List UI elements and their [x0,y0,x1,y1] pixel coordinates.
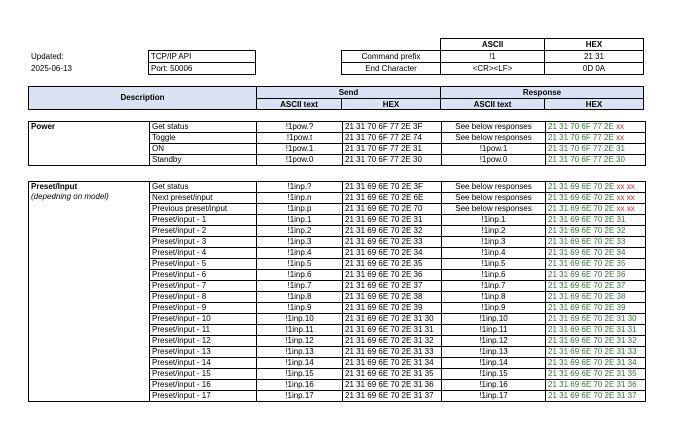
response-hex-cell [546,122,646,133]
response-hex: 21 31 69 6E 70 2E 33 [548,237,626,246]
prefix-label: Command prefix [341,50,441,63]
response-ascii: !1inp.13 [442,347,546,358]
response-ascii: See below responses [442,182,546,193]
response-hex: 21 31 70 6F 77 2E [548,122,614,131]
response-hex-cell [546,270,646,281]
response-hex: 21 31 69 6E 70 2E 31 37 [548,391,637,400]
send-hex: 21 31 70 6F 77 2E 31 [343,144,442,155]
end-ascii: <CR><LF> [440,62,545,75]
send-hex: 21 31 69 6E 70 2E 37 [343,281,442,292]
response-hex-cell [546,248,646,259]
prefix-ascii: !1 [440,50,545,63]
response-ascii: !1inp.9 [442,303,546,314]
col-ascii-header: ASCII [440,38,545,51]
response-hex: 21 31 69 6E 70 2E 37 [548,281,626,290]
row-description: Preset/input - 15 [150,369,257,380]
col-hex-header: HEX [544,38,644,51]
response-ascii: !1inp.6 [442,270,546,281]
response-hex: 21 31 69 6E 70 2E 31 31 [548,325,637,334]
send-hex: 21 31 69 6E 70 2E 31 37 [343,391,442,402]
response-hex: 21 31 69 6E 70 2E 39 [548,303,626,312]
send-hex-header: HEX [341,98,441,110]
send-ascii: !1inp.4 [257,248,343,259]
response-ascii: See below responses [442,122,546,133]
response-hex: 21 31 69 6E 70 2E 31 [548,215,626,224]
response-ascii: !1inp.15 [442,369,546,380]
response-hex: 21 31 69 6E 70 2E 34 [548,248,626,257]
response-header: Response [440,86,644,99]
response-hex-suffix: xx xx [616,193,635,202]
send-ascii: !1inp.n [257,193,343,204]
updated-date: 2025-06-13 [31,64,72,73]
row-description: ON [150,144,257,155]
row-description: Preset/input - 3 [150,237,257,248]
response-ascii: !1inp.1 [442,215,546,226]
send-hex: 21 31 69 6E 70 2E 31 34 [343,358,442,369]
table-row [29,182,646,193]
row-description: Toggle [150,133,257,144]
send-ascii: !1inp.14 [257,358,343,369]
response-hex: 21 31 69 6E 70 2E 31 32 [548,336,637,345]
send-ascii: !1inp.13 [257,347,343,358]
response-hex-cell [546,347,646,358]
row-description: Previous preset/input [150,204,257,215]
send-hex: 21 31 69 6E 70 2E 36 [343,270,442,281]
send-ascii: !1pow.? [257,122,343,133]
response-hex-cell [546,182,646,193]
preset-title: Preset/Input [31,182,78,191]
description-header: Description [28,86,257,110]
send-ascii: !1inp.? [257,182,343,193]
response-ascii: !1pow.1 [442,144,546,155]
response-ascii: See below responses [442,133,546,144]
row-description: Preset/input - 14 [150,358,257,369]
response-ascii: !1inp.4 [442,248,546,259]
response-hex-cell [546,325,646,336]
send-ascii: !1inp.9 [257,303,343,314]
send-hex: 21 31 70 6F 77 2E 74 [343,133,442,144]
response-hex-cell [546,144,646,155]
response-hex-cell [546,292,646,303]
response-ascii: !1inp.16 [442,380,546,391]
end-label: End Character [341,62,441,75]
row-description: Preset/input - 13 [150,347,257,358]
response-hex-cell [546,215,646,226]
send-ascii: !1inp.10 [257,314,343,325]
response-ascii: !1inp.12 [442,336,546,347]
send-hex: 21 31 69 6E 70 2E 31 33 [343,347,442,358]
row-description: Preset/input - 9 [150,303,257,314]
response-hex-suffix: xx xx [616,204,635,213]
send-ascii: !1inp.6 [257,270,343,281]
response-hex: 21 31 69 6E 70 2E 31 34 [548,358,637,367]
row-description: Get status [150,122,257,133]
preset-subtitle: (depedning on model) [31,192,109,201]
send-ascii: !1inp.16 [257,380,343,391]
response-hex: 21 31 69 6E 70 2E 31 33 [548,347,637,356]
row-description: Preset/input - 11 [150,325,257,336]
response-hex-cell [546,336,646,347]
send-hex: 21 31 69 6E 70 2E 31 32 [343,336,442,347]
send-hex: 21 31 69 6E 70 2E 6E [343,193,442,204]
send-hex: 21 31 69 6E 70 2E 70 [343,204,442,215]
response-hex-cell [546,358,646,369]
response-hex: 21 31 70 6F 77 2E [548,133,614,142]
response-hex-cell [546,314,646,325]
api-name: TCP/IP API [148,50,256,63]
send-hex: 21 31 69 6E 70 2E 34 [343,248,442,259]
response-hex: 21 31 69 6E 70 2E 36 [548,270,626,279]
response-hex: 21 31 69 6E 70 2E 38 [548,292,626,301]
response-hex: 21 31 69 6E 70 2E [548,182,615,191]
response-hex-suffix: xx [616,133,625,142]
prefix-hex: 21 31 [544,50,644,63]
send-hex: 21 31 69 6E 70 2E 31 31 [343,325,442,336]
end-hex: 0D 0A [544,62,644,75]
row-description: Preset/input - 7 [150,281,257,292]
api-port: Port: 50006 [148,62,256,75]
send-hex: 21 31 69 6E 70 2E 31 35 [343,369,442,380]
row-description: Preset/input - 16 [150,380,257,391]
response-ascii: !1inp.7 [442,281,546,292]
send-hex: 21 31 69 6E 70 2E 38 [343,292,442,303]
send-hex: 21 31 69 6E 70 2E 39 [343,303,442,314]
response-ascii: !1inp.5 [442,259,546,270]
send-hex: 21 31 70 6F 77 2E 3F [343,122,442,133]
send-hex: 21 31 69 6E 70 2E 31 36 [343,380,442,391]
response-hex-header: HEX [544,98,644,110]
response-ascii: !1inp.11 [442,325,546,336]
send-ascii: !1inp.7 [257,281,343,292]
send-header: Send [256,86,441,99]
send-ascii: !1pow.0 [257,155,343,166]
response-hex-cell [546,193,646,204]
response-hex-cell [546,303,646,314]
response-hex-cell [546,155,646,166]
response-ascii: !1inp.17 [442,391,546,402]
table-row [29,122,646,133]
row-description: Get status [150,182,257,193]
response-hex-cell [546,226,646,237]
send-hex: 21 31 69 6E 70 2E 31 30 [343,314,442,325]
send-ascii: !1inp.17 [257,391,343,402]
row-description: Next preset/input [150,193,257,204]
send-hex: 21 31 69 6E 70 2E 3F [343,182,442,193]
response-hex: 21 31 70 6F 77 2E 30 [548,155,625,164]
response-hex-cell [546,281,646,292]
response-ascii: !1inp.10 [442,314,546,325]
row-description: Preset/input - 6 [150,270,257,281]
response-hex: 21 31 69 6E 70 2E [548,193,615,202]
response-hex-cell [546,391,646,402]
send-ascii: !1inp.3 [257,237,343,248]
response-hex: 21 31 69 6E 70 2E 31 35 [548,369,637,378]
response-hex: 21 31 69 6E 70 2E 31 30 [548,314,637,323]
response-hex: 21 31 69 6E 70 2E 32 [548,226,626,235]
row-description: Preset/input - 8 [150,292,257,303]
response-hex-cell [546,380,646,391]
row-description: Preset/input - 4 [150,248,257,259]
send-ascii: !1inp.12 [257,336,343,347]
send-hex: 21 31 70 6F 77 2E 30 [343,155,442,166]
response-ascii-header: ASCII text [440,98,545,110]
response-hex: 21 31 69 6E 70 2E 35 [548,259,626,268]
response-ascii: !1inp.14 [442,358,546,369]
response-hex-suffix: xx [616,122,625,131]
response-ascii: !1inp.2 [442,226,546,237]
send-hex: 21 31 69 6E 70 2E 32 [343,226,442,237]
updated-label: Updated: [31,52,64,61]
row-description: Standby [150,155,257,166]
send-ascii: !1inp.1 [257,215,343,226]
send-ascii: !1inp.2 [257,226,343,237]
row-description: Preset/input - 1 [150,215,257,226]
row-description: Preset/input - 17 [150,391,257,402]
response-ascii: !1inp.3 [442,237,546,248]
row-description: Preset/input - 2 [150,226,257,237]
send-ascii-header: ASCII text [256,98,342,110]
row-description: Preset/input - 10 [150,314,257,325]
response-ascii: See below responses [442,204,546,215]
response-hex-cell [546,237,646,248]
send-ascii: !1pow.t [257,133,343,144]
response-ascii: See below responses [442,193,546,204]
response-ascii: !1inp.8 [442,292,546,303]
send-hex: 21 31 69 6E 70 2E 33 [343,237,442,248]
send-ascii: !1inp.5 [257,259,343,270]
send-hex: 21 31 69 6E 70 2E 35 [343,259,442,270]
send-hex: 21 31 69 6E 70 2E 31 [343,215,442,226]
power-title: Power [29,122,150,166]
row-description: Preset/input - 12 [150,336,257,347]
row-description: Preset/input - 5 [150,259,257,270]
response-hex: 21 31 70 6F 77 2E 31 [548,144,625,153]
send-ascii: !1inp.8 [257,292,343,303]
response-hex-cell [546,259,646,270]
send-ascii: !1pow.1 [257,144,343,155]
send-ascii: !1inp.p [257,204,343,215]
send-ascii: !1inp.11 [257,325,343,336]
response-hex-cell [546,204,646,215]
response-hex: 21 31 69 6E 70 2E [548,204,615,213]
response-hex: 21 31 69 6E 70 2E 31 36 [548,380,637,389]
response-ascii: !1pow.0 [442,155,546,166]
send-ascii: !1inp.15 [257,369,343,380]
response-hex-cell [546,369,646,380]
response-hex-suffix: xx xx [616,182,635,191]
preset-title-cell [29,182,150,402]
response-hex-cell [546,133,646,144]
